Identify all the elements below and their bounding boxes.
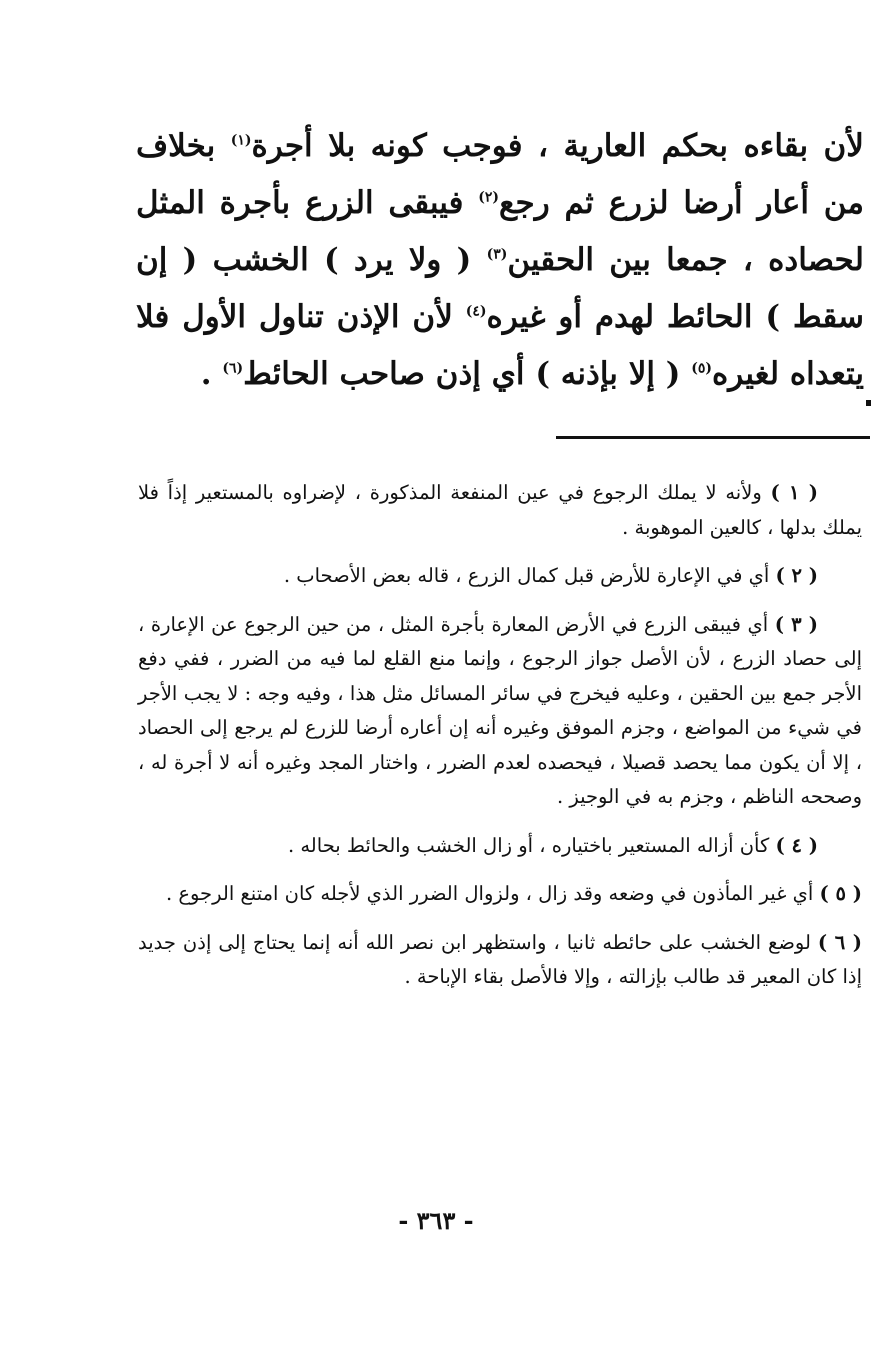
main-line-5 bbox=[136, 346, 864, 403]
main-line-5-text: يتعداه لغيره bbox=[712, 356, 864, 392]
footnote-5 bbox=[138, 877, 862, 912]
main-text-block bbox=[136, 118, 864, 403]
footnote-divider bbox=[556, 436, 870, 439]
main-line-5-tail: . bbox=[200, 356, 223, 392]
footnote-number: ( ٣ ) bbox=[774, 612, 819, 636]
main-line-3 bbox=[136, 232, 864, 289]
footnote-text: ولأنه لا يملك الرجوع في عين المنفعة المذكورة ، لإضراوه بالمستعير إذاً فلا يملك بدلها ، كالعين الموهوبة . bbox=[138, 481, 862, 539]
footnote-1 bbox=[138, 476, 862, 545]
footnote-text: أي في الإعارة للأرض قبل كمال الزرع ، قاله بعض الأصحاب . bbox=[283, 564, 776, 587]
margin-mark bbox=[866, 400, 871, 406]
footnote-text: كأن أزاله المستعير باختياره ، أو زال الخشب والحائط بحاله . bbox=[287, 833, 776, 857]
footnote-4 bbox=[138, 829, 862, 864]
main-line-4-tail: لأن الإذن تناول الأول فلا bbox=[136, 299, 466, 335]
footnote-number: ( ٥ ) bbox=[819, 882, 862, 905]
footnote-text: أي غير المأذون في وضعه وقد زال ، ولزوال الضرر الذي لأجله كان امتنع الرجوع . bbox=[165, 882, 820, 905]
footnote-3 bbox=[138, 608, 862, 815]
main-line-1 bbox=[136, 118, 864, 175]
main-line-2 bbox=[136, 175, 864, 232]
footnote-number: ( ١ ) bbox=[770, 481, 819, 504]
footnote-text: لوضع الخشب على حائطه ثانيا ، واستظهر ابن نصر الله أنه إنما يحتاج إلى إذن جديد إذا كان المعير قد طالب بإزالته ، وإلا فالأصل بقاء الإباحة . bbox=[138, 930, 862, 988]
footnotes-block bbox=[138, 476, 862, 1009]
footnote-ref-4: (٤) bbox=[465, 303, 487, 320]
main-line-3-text: لحصاده ، جمعا بين الحقين bbox=[507, 242, 864, 278]
footnote-ref-3: (٣) bbox=[486, 246, 508, 263]
page-number: - ٣٦٣ - bbox=[398, 1206, 474, 1235]
footnote-text: أي فيبقى الزرع في الأرض المعارة بأجرة المثل ، من حين الرجوع عن الإعارة ، إلى حصاد الزرع ، لأن الأصل جواز الرجوع ، وإنما منع القلع لما فيه من الضرر ، ففي دفع الأجر جمع بين الحقين ، وعليه فيخرج في سائر المسائل مثل هذا ، وفيه وجه : لا يجب الأجر في شيء من المواضع ، وجزم الموفق وغيره أنه إن أعاره أرضا للزرع لم يرجع إلى الحصاد ، إلا أن يكون مما يحصد قصيلا ، فيحصده لعدم الضرر ، واختار المجد وغيره أنه لا أجرة له ، وصححه الناظم ، وجزم به في الوجيز . bbox=[138, 612, 862, 808]
main-line-1-tail: بخلاف bbox=[136, 128, 231, 164]
footnote-number: ( ٢ ) bbox=[775, 564, 818, 587]
footnote-ref-5: (٥) bbox=[691, 360, 713, 377]
main-line-1-text: لأن بقاءه بحكم العارية ، فوجب كونه بلا أجرة bbox=[251, 128, 864, 164]
main-line-3-tail: ( ولا يرد ) الخشب ( إن bbox=[136, 242, 487, 278]
main-line-4-text: سقط ) الحائط لهدم أو غيره bbox=[486, 299, 864, 335]
footnote-ref-1: (١) bbox=[230, 132, 252, 149]
main-line-2-text: من أعار أرضا لزرع ثم رجع bbox=[499, 185, 864, 221]
footnote-number: ( ٦ ) bbox=[817, 930, 863, 954]
main-line-5-mid: ( إلا بإذنه ) أي إذن صاحب الحائط bbox=[243, 356, 692, 392]
footnote-number: ( ٤ ) bbox=[775, 833, 818, 857]
footnote-ref-6: (٦) bbox=[222, 360, 244, 377]
footnote-6 bbox=[138, 926, 862, 995]
main-line-2-tail: فيبقى الزرع بأجرة المثل bbox=[136, 185, 479, 221]
footnote-ref-2: (٢) bbox=[478, 189, 500, 206]
footnote-2 bbox=[138, 559, 862, 594]
main-line-4 bbox=[136, 289, 864, 346]
